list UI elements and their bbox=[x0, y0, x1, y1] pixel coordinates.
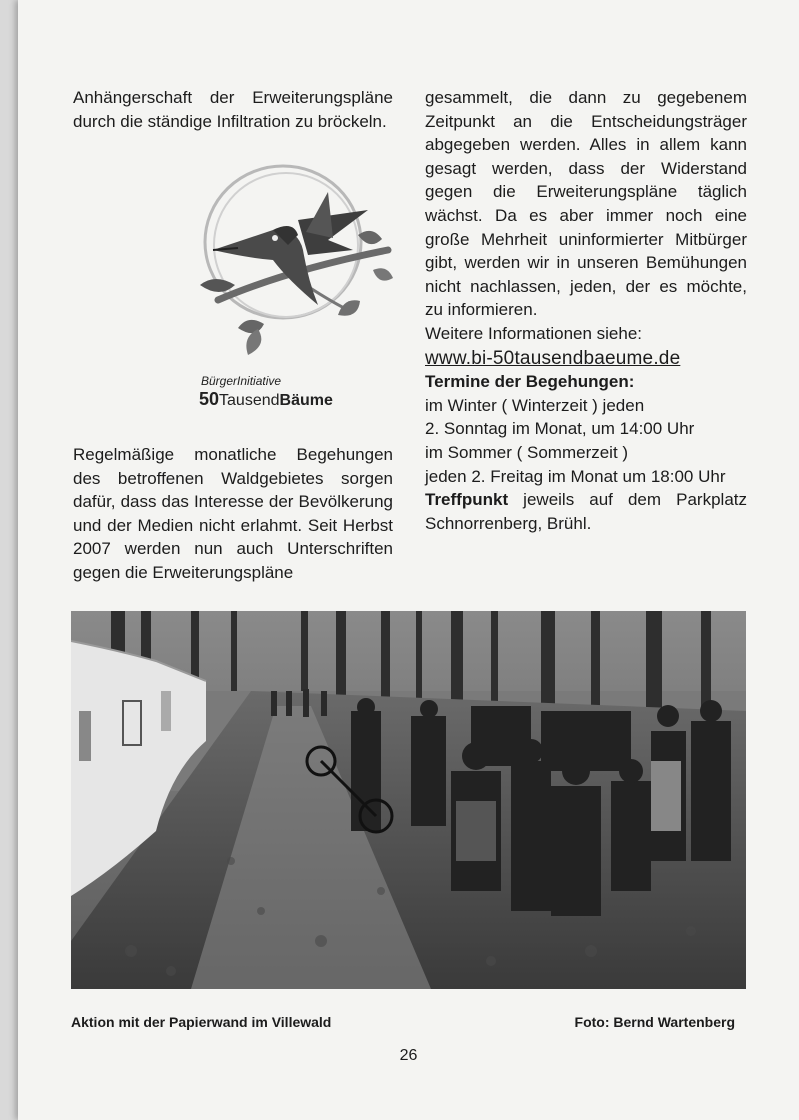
schedule-line: 2. Sonntag im Monat, um 14:00 Uhr bbox=[425, 419, 695, 439]
meeting-point-text: jeweils auf dem Parkplatz Schnorrenberg, Brühl. bbox=[425, 490, 747, 533]
logo-text-baeume: Bäume bbox=[279, 392, 333, 409]
photo-credit: Foto: Bernd Wartenberg bbox=[574, 1014, 735, 1030]
buergerinitiative-logo bbox=[178, 150, 408, 420]
begehungen-paragraph: Regelmäßige monatliche Begehungen des betroffenen Waldgebietes sorgen dafür, dass das Interesse der Bevölkerung und der Medien nicht erlahmt. Seit Herbst 2007 werden nun auch Unterschriften gegen die Erweiterungspläne bbox=[73, 445, 393, 582]
intro-paragraph: Anhängerschaft der Erweiterungspläne durch die ständige Infiltration zu bröckeln. bbox=[73, 88, 393, 131]
logo-text-50: 50 bbox=[199, 389, 220, 409]
right-column bbox=[425, 86, 747, 535]
page-number: 26 bbox=[399, 1047, 418, 1064]
info-label: Weitere Informationen siehe: bbox=[425, 323, 643, 343]
svg-text:50TausendBäume bbox=[199, 389, 333, 409]
meeting-point bbox=[425, 488, 747, 535]
schedule-heading: Termine der Begehungen: bbox=[425, 372, 635, 392]
left-column-top bbox=[73, 86, 393, 133]
schedule-line: im Sommer ( Sommerzeit ) bbox=[425, 442, 629, 462]
page bbox=[18, 0, 799, 1120]
schedule-line: jeden 2. Freitag im Monat um 18:00 Uhr bbox=[425, 466, 726, 486]
meeting-point-label: Treffpunkt bbox=[425, 490, 509, 510]
forest-photo bbox=[71, 611, 746, 989]
photo-caption: Aktion mit der Papierwand im Villewald bbox=[71, 1014, 332, 1030]
logo-text-line1: BürgerInitiative bbox=[201, 374, 282, 388]
left-column-bottom bbox=[73, 443, 393, 585]
schedule-line: im Winter ( Winterzeit ) jeden bbox=[425, 395, 645, 415]
logo-text-tausend: Tausend bbox=[219, 392, 280, 409]
website-link[interactable]: www.bi-50tausendbaeume.de bbox=[425, 347, 681, 369]
right-paragraph: gesammelt, die dann zu gegebenem Zeitpunkt an die Entscheidungsträger abgegeben werden. Alles in allem kann gesagt werden, dass der Widerstand gegen die Erweiterungspläne täglich wächst. Da es aber immer noch eine große Mehrheit uninformierter Mitbürger gibt, werden wir in unseren Bemühungen nicht nachlassen, jeden, der es möchte, zu informieren. bbox=[425, 88, 747, 320]
